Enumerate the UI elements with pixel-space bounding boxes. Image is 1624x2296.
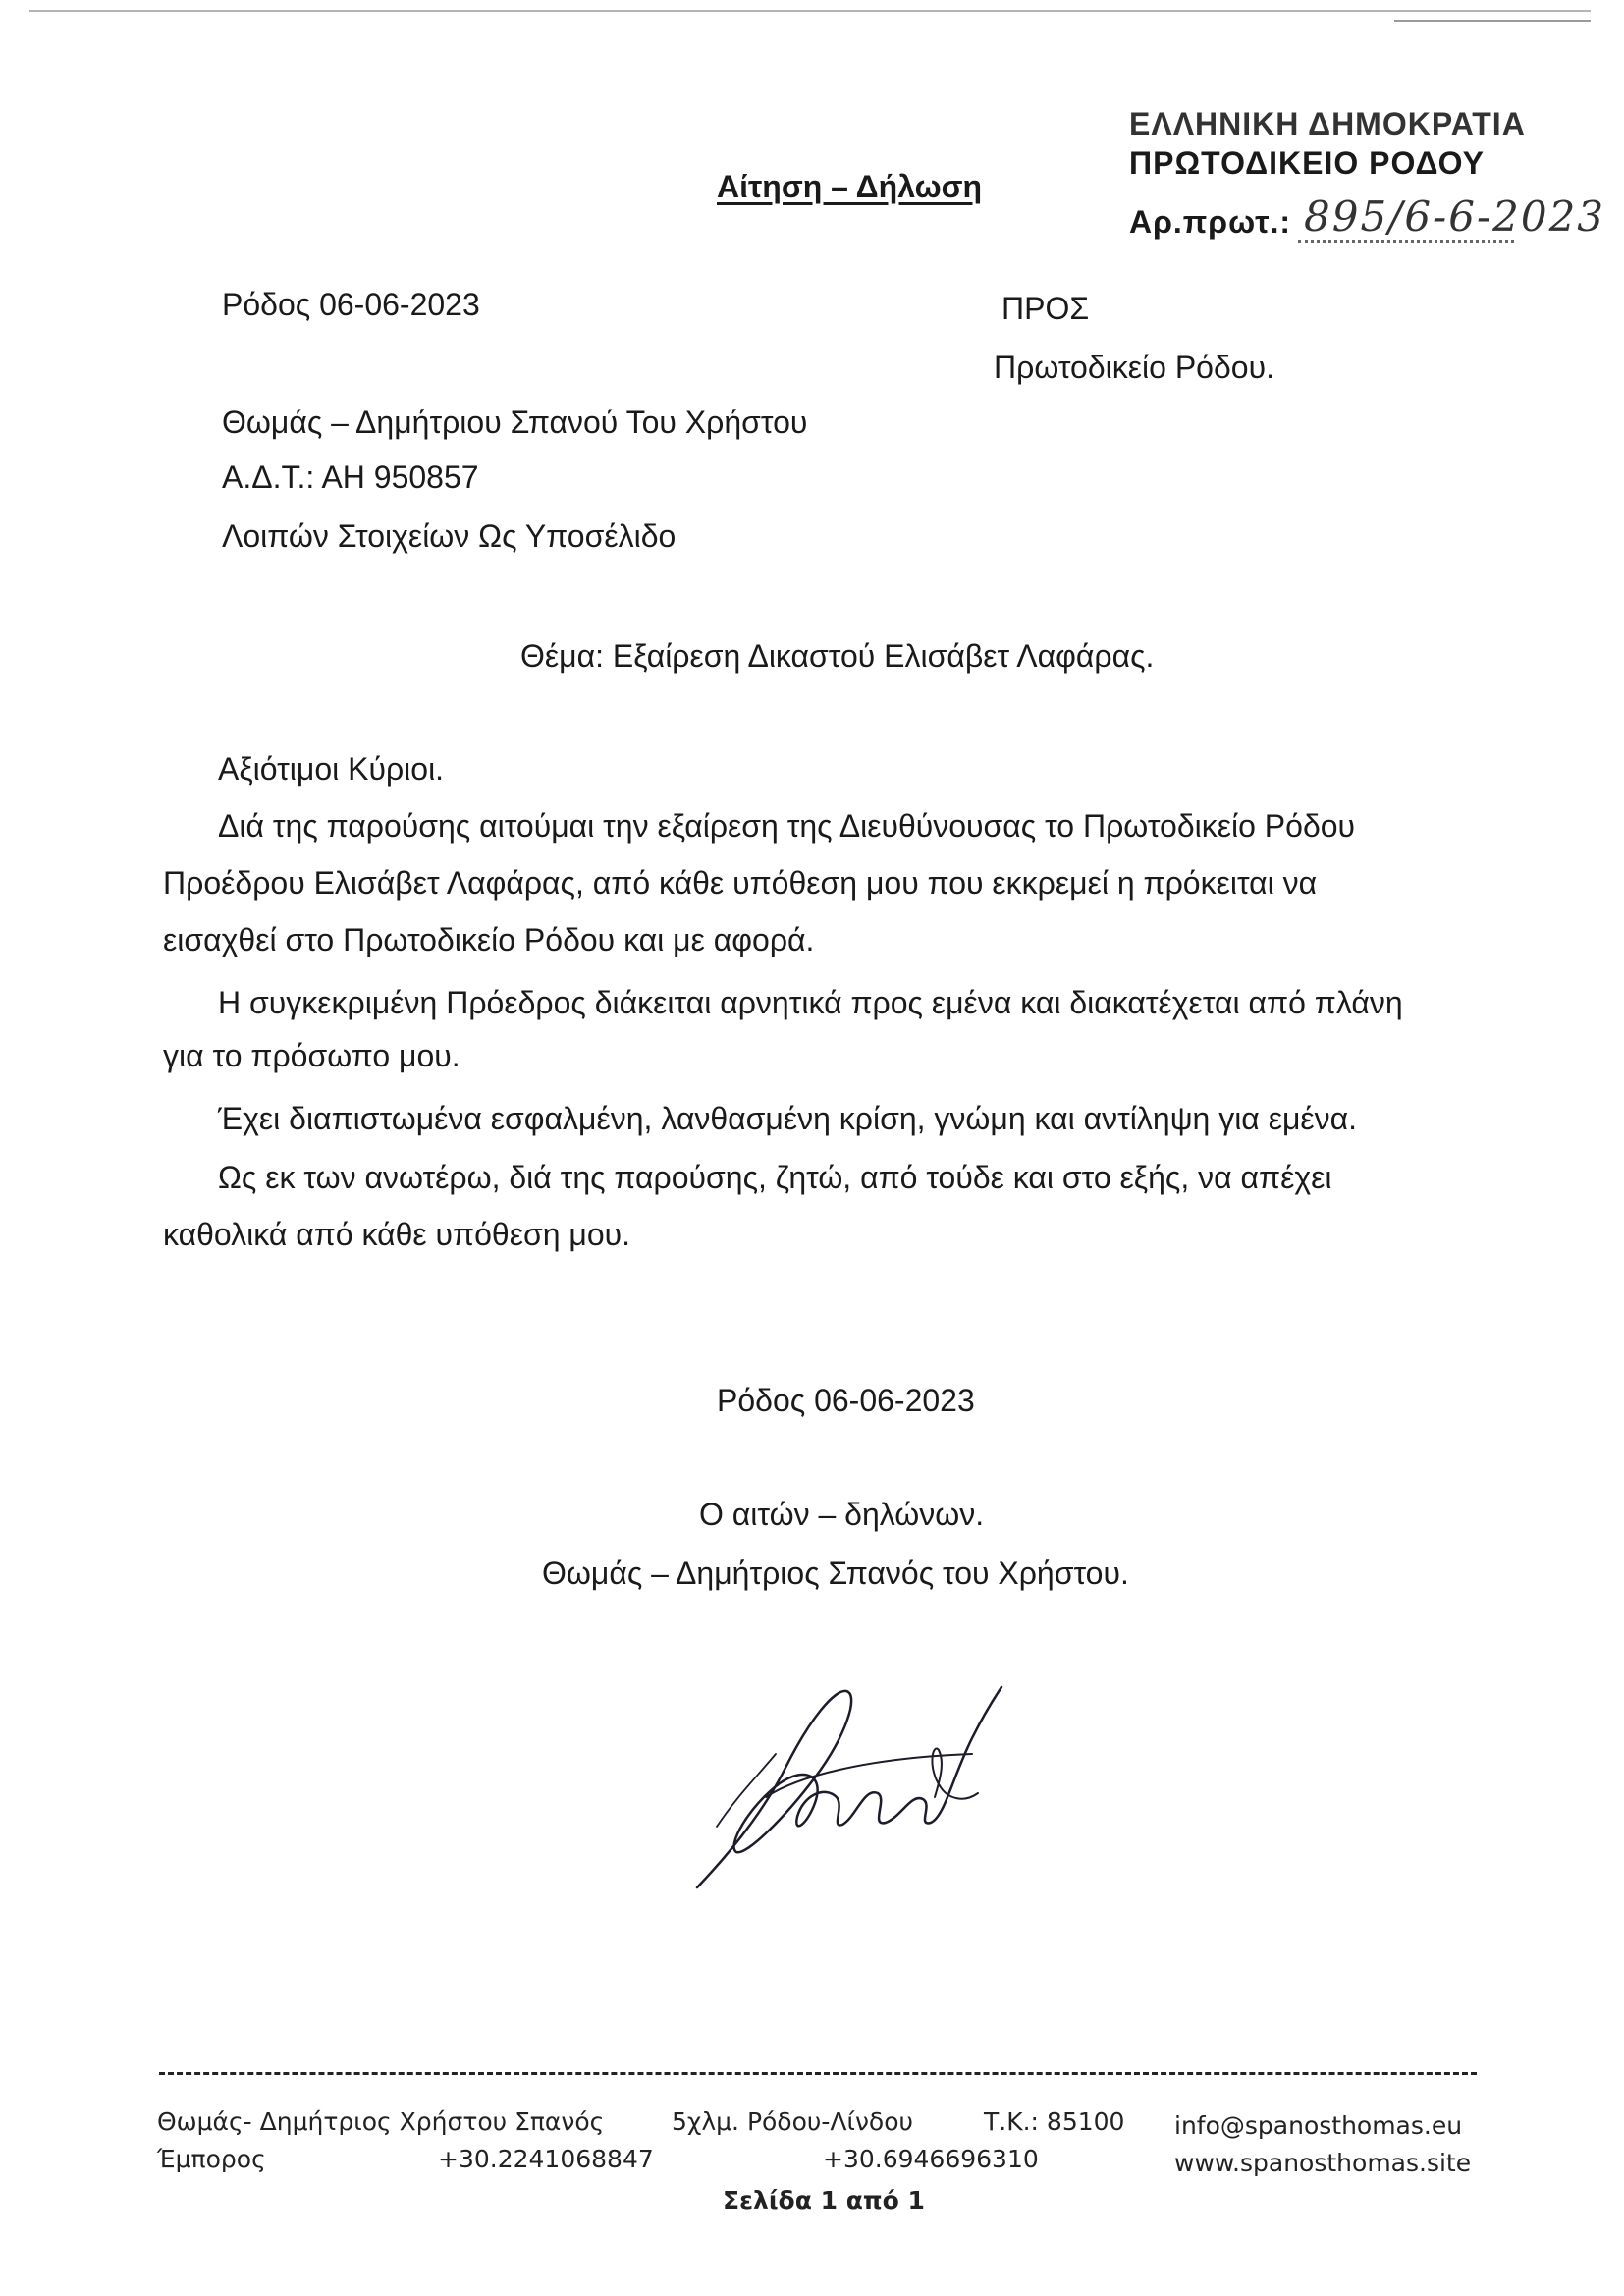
- document-title: Αίτηση – Δήλωση: [717, 169, 983, 204]
- stamp-court: ΠΡΩΤΟΔΙΚΕΙΟ ΡΟΔΟΥ: [1129, 145, 1485, 181]
- sender-other: Λοιπών Στοιχείων Ως Υποσέλιδο: [222, 519, 677, 554]
- body-paragraph-line: Έχει διαπιστωμένα εσφαλμένη, λανθασμένη κρίση, γνώμη και αντίληψη για εμένα.: [218, 1101, 1358, 1136]
- body-paragraph-line: εισαχθεί στο Πρωτοδικείο Ρόδου και με αφορά.: [163, 922, 815, 957]
- body-paragraph-line: για το πρόσωπο μου.: [163, 1038, 460, 1073]
- body-paragraph-line: Προέδρου Ελισάβετ Λαφάρας, από κάθε υπόθεση μου που εκκρεμεί η πρόκειται να: [163, 865, 1318, 901]
- body-paragraph-line: καθολικά από κάθε υπόθεση μου.: [163, 1217, 631, 1252]
- sender-name: Θωμάς – Δημήτριου Σπανού Του Χρήστου: [222, 405, 808, 440]
- footer-name: Θωμάς- Δημήτριος Χρήστου Σπανός: [157, 2107, 605, 2136]
- closing-name: Θωμάς – Δημήτριος Σπανός του Χρήστου.: [542, 1556, 1129, 1591]
- stamp-protocol-handwritten: 895/6-6-2023: [1304, 192, 1606, 241]
- footer-postal-code: Τ.Κ.: 85100: [984, 2107, 1125, 2136]
- footer-phone-landline: +30.2241068847: [438, 2145, 654, 2173]
- date-bottom: Ρόδος 06-06-2023: [717, 1383, 975, 1418]
- body-paragraph-line: Διά της παρούσης αιτούμαι την εξαίρεση της Διευθύνουσας το Πρωτοδικείο Ρόδου: [218, 808, 1356, 844]
- recipient-name: Πρωτοδικείο Ρόδου.: [994, 350, 1274, 385]
- footer-website: www.spanosthomas.site: [1174, 2149, 1472, 2177]
- body-paragraph-line: Ως εκ των ανωτέρω, διά της παρούσης, ζητώ, από τούδε και στο εξής, να απέχει: [218, 1160, 1332, 1195]
- stamp-protocol-label: Αρ.πρωτ.:: [1129, 204, 1292, 240]
- footer-divider: [159, 2072, 1477, 2075]
- greeting: Αξιότιμοι Κύριοι.: [218, 751, 445, 787]
- date-top: Ρόδος 06-06-2023: [222, 287, 480, 322]
- stamp-dotted-line: [1298, 240, 1514, 243]
- scan-edge-line: [29, 10, 1591, 12]
- sender-id: Α.Δ.Τ.: ΑΗ 950857: [222, 460, 479, 495]
- closing-role: Ο αιτών – δηλώνων.: [699, 1497, 985, 1532]
- page-number: Σελίδα 1 από 1: [723, 2186, 925, 2214]
- subject-line: Θέμα: Εξαίρεση Δικαστού Ελισάβετ Λαφάρας.: [520, 638, 1155, 674]
- footer-phone-mobile: +30.6946696310: [823, 2145, 1039, 2173]
- footer-role: Έμπορος: [157, 2145, 266, 2173]
- scan-edge-line: [1394, 20, 1591, 22]
- body-paragraph-line: Η συγκεκριμένη Πρόεδρος διάκειται αρνητικά προς εμένα και διακατέχεται από πλάνη: [218, 985, 1403, 1020]
- recipient-label: ΠΡΟΣ: [1001, 291, 1090, 326]
- footer-address: 5χλμ. Ρόδου-Λίνδου: [672, 2107, 913, 2136]
- stamp-country: ΕΛΛΗΝΙΚΗ ΔΗΜΟΚΡΑΤΙΑ: [1129, 106, 1526, 141]
- footer-email: info@spanosthomas.eu: [1174, 2111, 1463, 2140]
- handwritten-signature: [677, 1660, 1031, 1895]
